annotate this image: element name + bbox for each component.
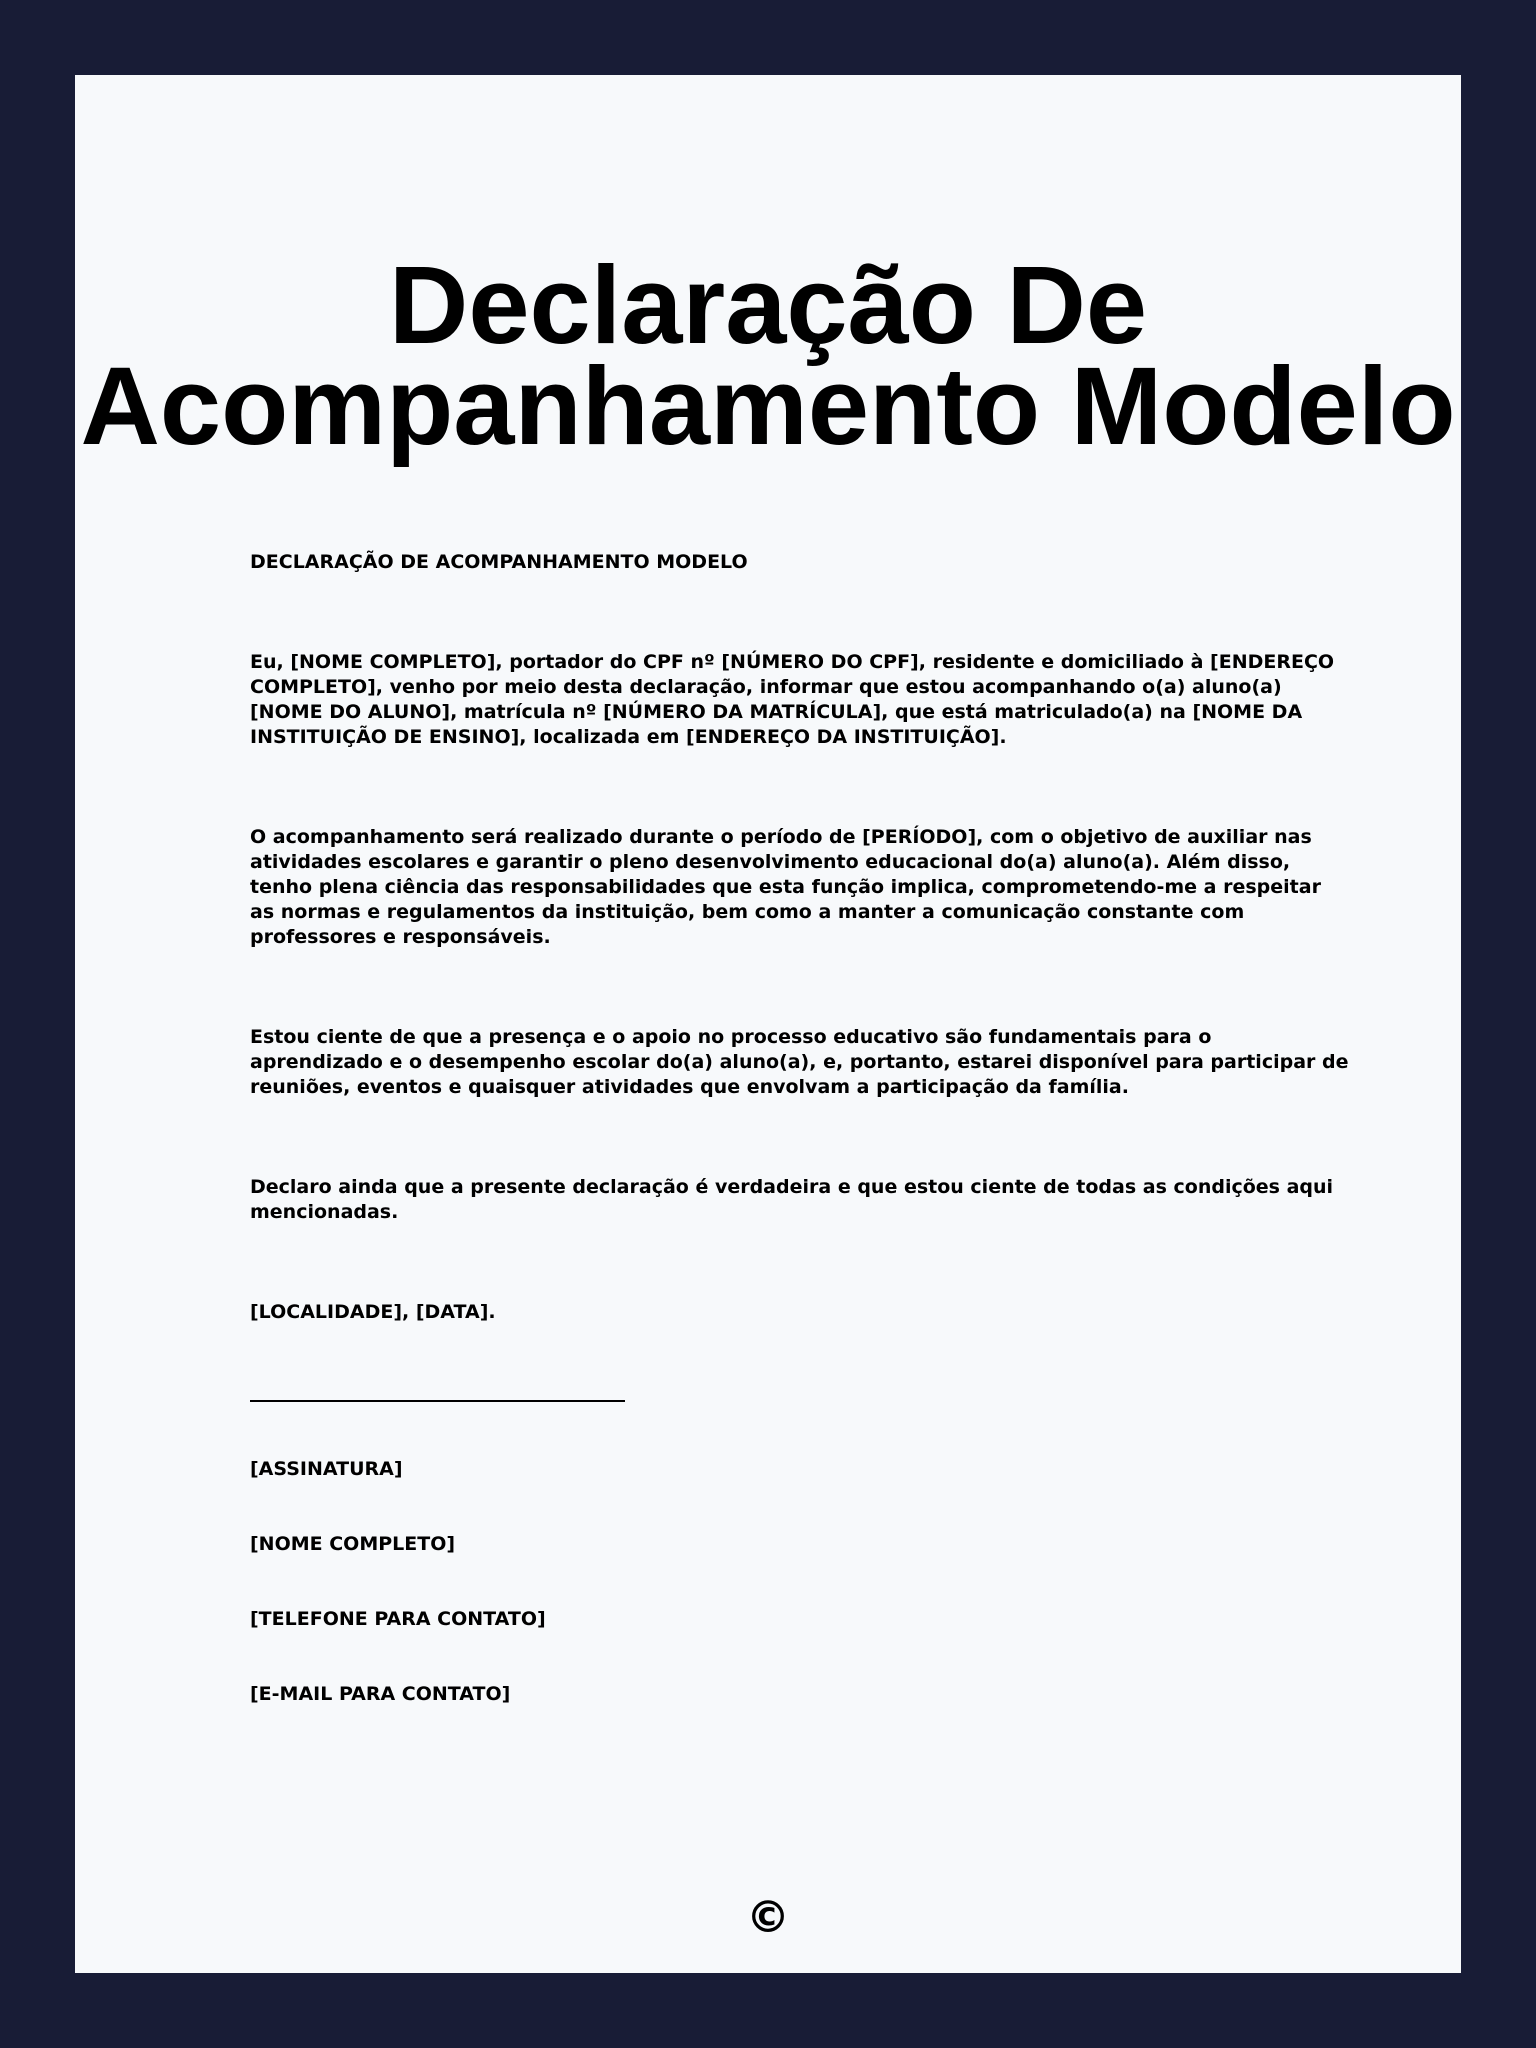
document-heading: DECLARAÇÃO DE ACOMPANHAMENTO MODELO [250,551,748,573]
document-page [75,75,1461,1973]
document-title [75,244,1461,468]
signature-field-nome: [NOME COMPLETO] [250,1533,456,1555]
signature-line [250,1400,625,1402]
title-line-1: Declaração De [388,244,1148,367]
document-body [250,550,1350,1757]
signature-field-telefone: [TELEFONE PARA CONTATO] [250,1608,546,1630]
paragraph-awareness: Estou ciente de que a presença e o apoio no processo educativo são fundamentais para o aprendizado e o desempenho escolar do(a) aluno(a), e, portanto, estarei disponível para participar de reuniões, eventos e quaisquer atividades que envolvam a participação da família. [250,1026,1349,1098]
place-date: [LOCALIDADE], [DATA]. [250,1301,496,1323]
copyright-icon: © [746,1892,790,1943]
paragraph-identification: Eu, [NOME COMPLETO], portador do CPF nº [NÚMERO DO CPF], residente e domiciliado à [ENDEREÇO COMPLETO], venho por meio desta declaração, informar que estou acompanhando o(a) aluno(a) [NOME DO ALUNO], matrícula nº [NÚMERO DA MATRÍCULA], que está matriculado(a) na [NOME DA INSTITUIÇÃO DE ENSINO], localizada em [ENDEREÇO DA INSTITUIÇÃO]. [250,651,1335,748]
paragraph-declaration: Declaro ainda que a presente declaração é verdadeira e que estou ciente de todas as condições aqui mencionadas. [250,1176,1334,1223]
title-line-2: Acompanhamento Modelo [80,345,1456,468]
signature-field-assinatura: [ASSINATURA] [250,1458,403,1480]
paragraph-period: O acompanhamento será realizado durante o período de [PERÍODO], com o objetivo de auxiliar nas atividades escolares e garantir o pleno desenvolvimento educacional do(a) aluno(a). Além disso, tenho plena ciência das responsabilidades que esta função implica, comprometendo-me a respeitar as normas e regulamentos da instituição, bem como a manter a comunicação constante com professores e responsáveis. [250,826,1321,948]
signature-field-email: [E-MAIL PARA CONTATO] [250,1683,511,1705]
